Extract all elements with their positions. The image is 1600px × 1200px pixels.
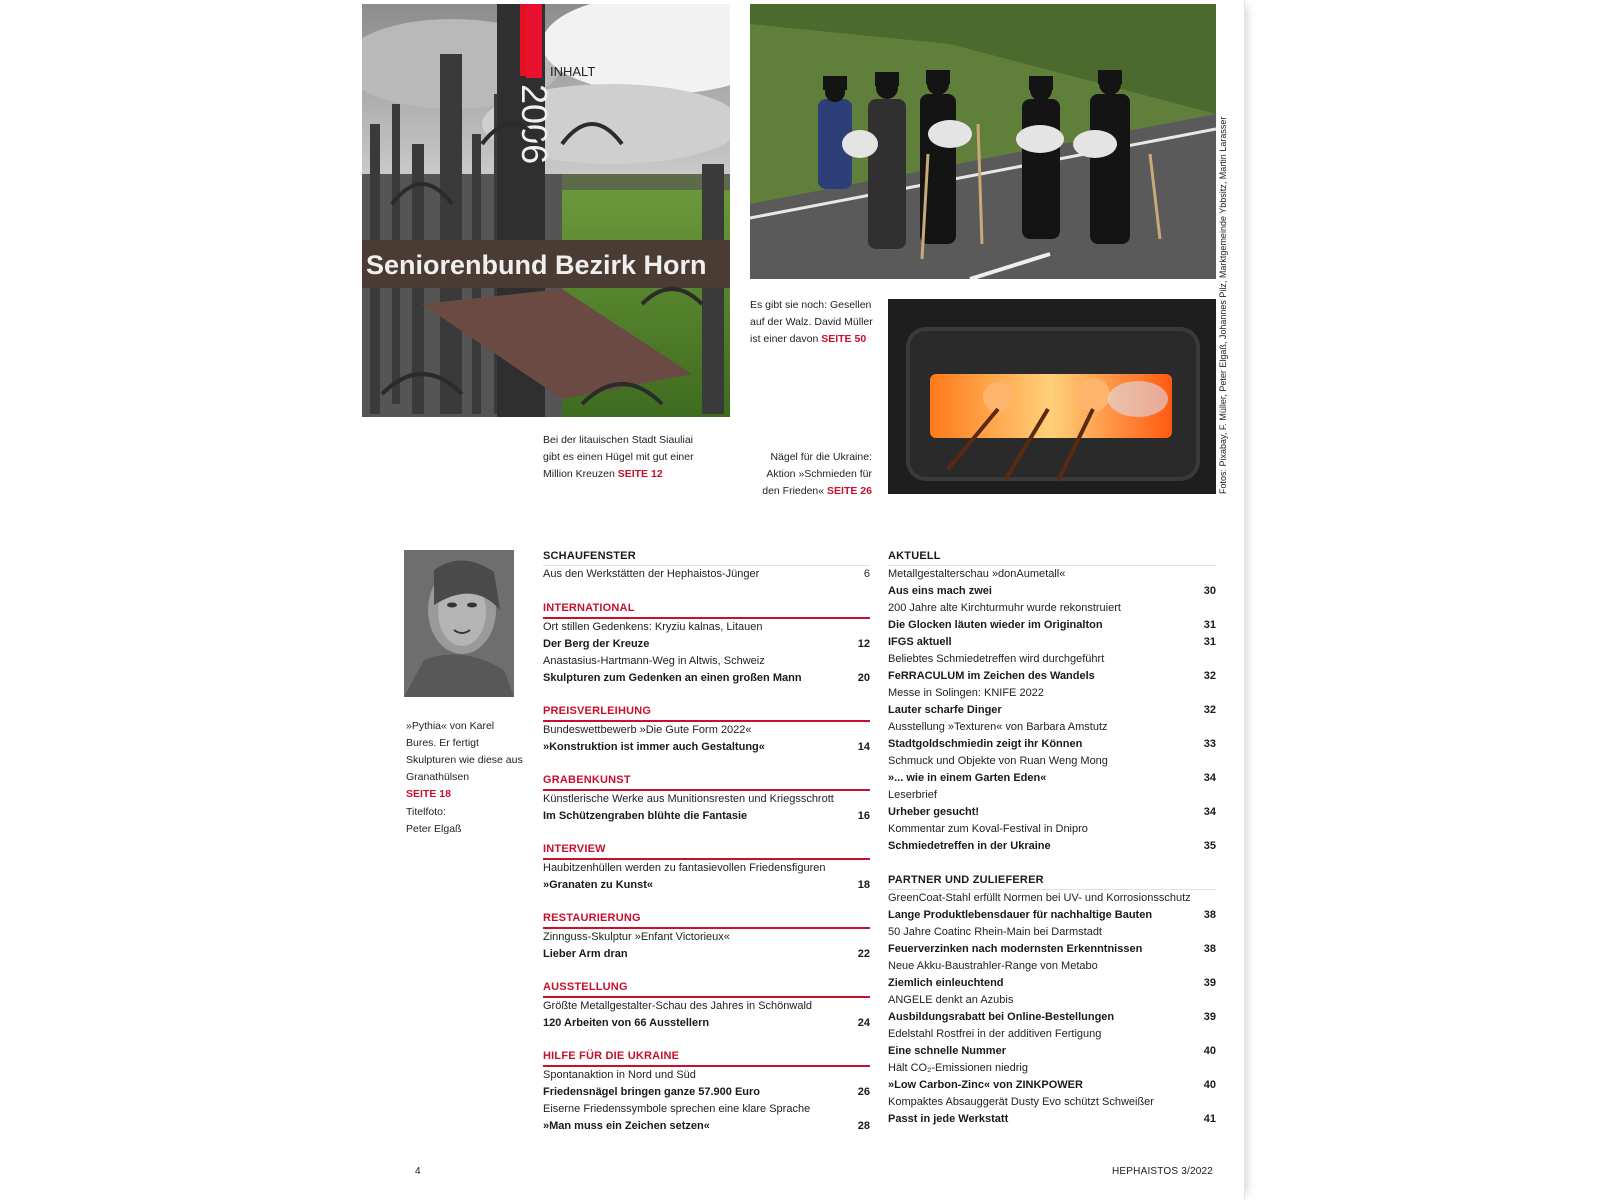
toc-entry[interactable]: [543, 808, 870, 825]
caption-crosses: [543, 432, 703, 483]
toc-entry-page: 39: [1203, 977, 1216, 989]
toc-entry-title: Im Schützengraben blühte die Fantasie: [543, 810, 748, 822]
toc-entry-page: 34: [1203, 806, 1216, 818]
toc-entry[interactable]: [543, 670, 870, 687]
toc-section-title: AUSSTELLUNG: [543, 981, 870, 998]
caption-naegel-page-link[interactable]: SEITE 26: [827, 485, 872, 497]
toc-entry-title: Skulpturen zum Gedenken an einen großen Mann: [543, 672, 802, 684]
caption-crosses-page-link[interactable]: SEITE 12: [617, 468, 663, 480]
toc-entry-subtitle: Hält CO₂-Emissionen niedrig: [888, 1062, 1028, 1074]
toc-entry[interactable]: [888, 1077, 1216, 1094]
toc-entry-subtitle: Zinnguss-Skulptur »Enfant Victorieux«: [543, 931, 730, 943]
toc-entry-subtitle: Bundeswettbewerb »Die Gute Form 2022«: [543, 724, 752, 736]
toc-entry-subtitle: Größte Metallgestalter-Schau des Jahres in Schönwald: [543, 1000, 813, 1012]
toc-entry-subtitle: Leserbrief: [888, 789, 937, 801]
toc-entry-page: 18: [857, 879, 870, 891]
toc-entry-page: 20: [857, 672, 870, 684]
toc-entry-title: Der Berg der Kreuze: [543, 638, 650, 650]
toc-entry-title: Stadtgoldschmiedin zeigt ihr Können: [888, 738, 1083, 750]
caption-walz-page-link[interactable]: SEITE 50: [821, 333, 867, 345]
toc-entry-subtitle: Schmuck und Objekte von Ruan Weng Mong: [888, 755, 1108, 767]
toc-entry-page: 16: [857, 810, 870, 822]
toc-entry[interactable]: [888, 1009, 1216, 1026]
toc-entry[interactable]: [888, 736, 1216, 753]
pythia-photo-art: [404, 550, 514, 697]
caption-walz: [750, 297, 875, 348]
caption-naegel-text: Nägel für die Ukraine: Aktion »Schmieden für den Frieden«: [762, 451, 872, 497]
toc-entry-subtitle: Haubitzenhüllen werden zu fantasievollen Friedensfiguren: [543, 862, 826, 874]
cross-year-text: 2006: [514, 84, 555, 165]
sign-text: Seniorenbund Bezirk Horn: [366, 250, 707, 280]
toc-section: [888, 550, 1216, 855]
toc-entry-subtitle: Künstlerische Werke aus Munitionsresten und Kriegsschrott: [543, 793, 834, 805]
inhalt-red-bar: [526, 4, 542, 78]
toc-section-title: RESTAURIERUNG: [543, 912, 870, 929]
caption-pythia-text: »Pythia« von Karel Bures. Er fertigt Skulpturen wie diese aus Granathülsen: [406, 720, 523, 783]
toc-entry[interactable]: [543, 1084, 870, 1101]
toc-entry-subtitle: Eiserne Friedenssymbole sprechen eine klare Sprache: [543, 1103, 811, 1115]
toc-section: [543, 774, 870, 825]
toc-entry[interactable]: [543, 946, 870, 963]
toc-entry-title: Lange Produktlebensdauer für nachhaltige Bauten: [888, 909, 1153, 921]
toc-entry-title: »Konstruktion ist immer auch Gestaltung«: [543, 741, 765, 753]
toc-section: [543, 550, 870, 583]
toc-entry[interactable]: [888, 838, 1216, 855]
caption-naegel: [760, 449, 872, 500]
toc-section: [543, 1050, 870, 1135]
toc-entry-title: Lauter scharfe Dinger: [888, 704, 1002, 716]
toc-entry-page: 31: [1203, 619, 1216, 631]
toc-entry[interactable]: [888, 702, 1216, 719]
toc-entry[interactable]: [888, 668, 1216, 685]
toc-entry[interactable]: [543, 636, 870, 653]
toc-entry-title: Ausbildungsrabatt bei Online-Bestellungen: [888, 1011, 1115, 1023]
toc-entry-subtitle: Kommentar zum Koval-Festival in Dnipro: [888, 823, 1088, 835]
toc-entry-subtitle: Metallgestalterschau »donAumetall«: [888, 568, 1066, 580]
toc-entry-title: FeRRACULUM im Zeichen des Wandels: [888, 670, 1095, 682]
toc-section-title: PREISVERLEIHUNG: [543, 705, 870, 722]
toc-entry-subtitle: Ort stillen Gedenkens: Kryziu kalnas, Litauen: [543, 621, 763, 633]
toc-entry-title: 120 Arbeiten von 66 Ausstellern: [543, 1017, 710, 1029]
toc-section: [888, 874, 1216, 1128]
toc-entry[interactable]: [543, 1015, 870, 1032]
walz-photo-art: [750, 4, 1216, 279]
toc-entry-subtitle: Spontanaktion in Nord und Süd: [543, 1069, 696, 1081]
toc-entry-subtitle: Messe in Solingen: KNIFE 2022: [888, 687, 1044, 699]
cover-photo-credit: [406, 804, 526, 838]
toc-entry-page: 31: [1203, 636, 1216, 648]
toc-entry-title[interactable]: Aus den Werkstätten der Hephaistos-Jünger: [543, 568, 760, 580]
toc-entry[interactable]: [543, 1118, 870, 1135]
toc-entry-title: Eine schnelle Nummer: [888, 1045, 1006, 1057]
crosses-photo-art: [362, 4, 730, 417]
toc-section: [543, 705, 870, 756]
toc-entry-title: Ziemlich einleuchtend: [888, 977, 1004, 989]
caption-pythia-page-link[interactable]: SEITE 18: [406, 788, 451, 800]
toc-entry-subtitle: 50 Jahre Coatinc Rhein-Main bei Darmstadt: [888, 926, 1102, 938]
toc-entry-page: 38: [1203, 909, 1216, 921]
toc-entry[interactable]: [888, 617, 1216, 634]
toc-section: [543, 843, 870, 894]
caption-pythia: [406, 718, 526, 803]
magazine-issue: HEPHAISTOS 3/2022: [1112, 1166, 1214, 1177]
page-title: INHALT: [550, 64, 596, 79]
caption-crosses-text: Bei der litauischen Stadt Siauliai gibt es einen Hügel mit gut einer Million Kreuzen: [543, 434, 694, 480]
toc-section-title: HILFE FÜR DIE UKRAINE: [543, 1050, 870, 1067]
cover-photo-label: Titelfoto:: [406, 806, 446, 818]
toc-entry-subtitle: Kompaktes Absauggerät Dusty Evo schützt Schweißer: [888, 1096, 1154, 1108]
toc-entry[interactable]: [543, 739, 870, 756]
toc-section: [543, 981, 870, 1032]
toc-entry-page: 41: [1203, 1113, 1216, 1125]
toc-entry-page: 38: [1203, 943, 1216, 955]
toc-entry[interactable]: [888, 1043, 1216, 1060]
toc-entry-page: 24: [857, 1017, 870, 1029]
toc-entry-title: »Man muss ein Zeichen setzen«: [543, 1120, 710, 1132]
toc-entry-title: Passt in jede Werkstatt: [888, 1113, 1009, 1125]
toc-section-title: PARTNER UND ZULIEFERER: [888, 874, 1216, 890]
toc-entry[interactable]: [888, 941, 1216, 958]
forge-photo-art: [888, 299, 1216, 494]
toc-entry-page: 14: [857, 741, 870, 753]
toc-entry-page: 6: [863, 568, 870, 580]
cover-photo-name: Peter Elgaß: [406, 823, 462, 835]
toc-entry[interactable]: [888, 583, 1216, 600]
toc-entry[interactable]: [888, 634, 1216, 651]
toc-entry-page: 22: [857, 948, 870, 960]
toc-entry-subtitle: Neue Akku-Baustrahler-Range von Metabo: [888, 960, 1098, 972]
toc-section-title: SCHAUFENSTER: [543, 550, 870, 566]
toc-entry-title: »Granaten zu Kunst«: [543, 879, 654, 891]
toc-entry-page: 40: [1203, 1079, 1216, 1091]
forge-photo: [888, 299, 1216, 494]
toc-section-title: AKTUELL: [888, 550, 1216, 566]
toc-entry-page: 28: [857, 1120, 870, 1132]
toc-entry-title: Schmiedetreffen in der Ukraine: [888, 840, 1051, 852]
toc-section-title: INTERNATIONAL: [543, 602, 870, 619]
toc-entry[interactable]: [888, 804, 1216, 821]
toc-entry-title: Aus eins mach zwei: [888, 585, 992, 597]
toc-entry-subtitle: GreenCoat-Stahl erfüllt Normen bei UV- und Korrosionsschutz: [888, 892, 1191, 904]
toc-entry-title: Lieber Arm dran: [543, 948, 628, 960]
caption-walz-text: Es gibt sie noch: Gesellen auf der Walz. David Müller ist einer davon: [750, 299, 873, 345]
toc-section: [543, 912, 870, 963]
toc-entry-page: 26: [857, 1086, 870, 1098]
toc-entry-subtitle: 200 Jahre alte Kirchturmuhr wurde rekonstruiert: [888, 602, 1121, 614]
toc-section: [543, 602, 870, 687]
toc-entry[interactable]: [543, 877, 870, 894]
toc-entry-subtitle: [543, 566, 870, 583]
toc-entry-title: Urheber gesucht!: [888, 806, 980, 818]
toc-entry-subtitle: Anastasius-Hartmann-Weg in Altwis, Schweiz: [543, 655, 765, 667]
toc-entry-title: »... wie in einem Garten Eden«: [888, 772, 1047, 784]
toc-entry-title: Friedensnägel bringen ganze 57.900 Euro: [543, 1086, 761, 1098]
toc-entry-title: Die Glocken läuten wieder im Originalton: [888, 619, 1103, 631]
toc-entry-page: 33: [1203, 738, 1216, 750]
crosses-photo: [362, 4, 730, 417]
toc-entry-page: 32: [1203, 704, 1216, 716]
toc-entry-page: 34: [1203, 772, 1216, 784]
toc-section-title: INTERVIEW: [543, 843, 870, 860]
toc-entry-page: 35: [1203, 840, 1216, 852]
toc-entry-subtitle: Ausstellung »Texturen« von Barbara Amstutz: [888, 721, 1108, 733]
toc-entry[interactable]: [888, 907, 1216, 924]
toc-entry-title: »Low Carbon-Zinc« von ZINKPOWER: [888, 1079, 1083, 1091]
walz-photo: [750, 4, 1216, 279]
toc-entry-subtitle: ANGELE denkt an Azubis: [888, 994, 1014, 1006]
toc-entry[interactable]: [888, 1111, 1216, 1128]
toc-entry-title: IFGS aktuell: [888, 636, 952, 648]
toc-entry-subtitle: Edelstahl Rostfrei in der additiven Fertigung: [888, 1028, 1102, 1040]
toc-entry[interactable]: [888, 770, 1216, 787]
toc-entry-page: 39: [1203, 1011, 1216, 1023]
toc-entry-page: 30: [1203, 585, 1216, 597]
toc-entry-page: 32: [1203, 670, 1216, 682]
photo-credit: Fotos: Pixabay, F. Müller, Peter Elgaß, Johannes Pilz, Marktgemeinde Ybbsitz, Martin Larasser: [1218, 116, 1228, 494]
toc-section-title: GRABENKUNST: [543, 774, 870, 791]
toc-entry-page: 40: [1203, 1045, 1216, 1057]
page-number: 4: [415, 1166, 421, 1177]
toc-entry-title: Feuerverzinken nach modernsten Erkenntnissen: [888, 943, 1143, 955]
toc-entry-page: 12: [857, 638, 870, 650]
toc-entry-subtitle: Beliebtes Schmiedetreffen wird durchgeführt: [888, 653, 1105, 665]
pythia-photo: [404, 550, 514, 697]
toc-entry[interactable]: [888, 975, 1216, 992]
